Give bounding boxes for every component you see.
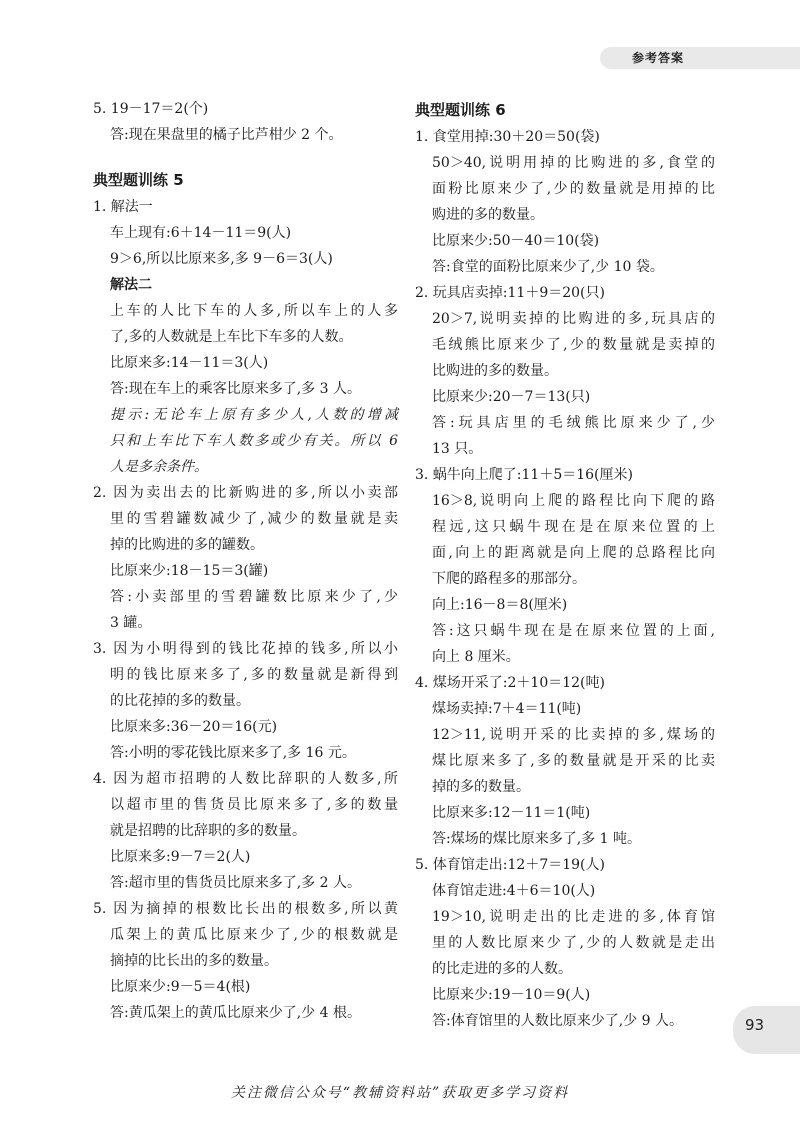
section-heading: 典型题训练 6 (415, 101, 506, 119)
page-number: 93 (745, 1016, 765, 1034)
answer-line: 3. 因为小明得到的钱比花掉的钱多,所以小 (93, 641, 398, 657)
answer-line: 2. 因为卖出去的比新购进的多,所以小卖部 (93, 485, 398, 501)
answer-line: 比购进的多的数量。 (432, 363, 558, 379)
answer-line: 1. 解法一 (93, 199, 153, 215)
answer-line: 答:体育馆里的人数比原来少了,少 9 人。 (432, 1013, 683, 1029)
answer-line: 答:小明的零花钱比原来多了,多 16 元。 (110, 745, 356, 761)
answer-line: 5. 19－17＝2(个) (93, 101, 209, 117)
answer-line: 掉的多的数量。 (432, 779, 530, 795)
answer-line: 4. 煤场开采了:2＋10＝12(吨) (415, 675, 605, 691)
answer-line: 比原来少:18－15＝3(罐) (110, 563, 269, 579)
hint-line: 只和上车比下车人数多或少有关。所以 6 (110, 433, 398, 449)
answer-line: 3 罐。 (110, 615, 152, 631)
answer-line: 体育馆走进:4＋6＝10(人) (432, 883, 596, 899)
answer-line: 答:玩具店里的毛绒熊比原来少了,少 (432, 415, 715, 431)
answer-line: 以超市里的售货员比原来多了,多的数量 (110, 797, 398, 813)
answer-line: 就是招聘的比辞职的多的数量。 (110, 823, 306, 839)
answer-line: 比原来少:20－7＝13(只) (432, 389, 591, 405)
answer-line: 了,多的人数就是上车比下车多的人数。 (110, 329, 353, 345)
answer-line: 比原来少:9－5＝4(根) (110, 979, 251, 995)
answer-line: 瓜架上的黄瓜比原来少了,少的根数就是 (110, 927, 398, 943)
answer-line: 19＞10,说明走出的比走进的多,体育馆 (432, 909, 715, 925)
answer-line: 煤比原来多了,多的数量就是开采的比卖 (432, 753, 715, 769)
answer-line: 12＞11,说明开采的比卖掉的多,煤场的 (432, 727, 715, 743)
right-column (415, 96, 715, 1034)
answer-line: 里的雪碧罐数减少了,减少的数量就是卖 (110, 511, 398, 527)
answer-line: 2. 玩具店卖掉:11＋9＝20(只) (415, 285, 605, 301)
answer-line: 面粉比原来少了,少的数量就是用掉的比 (432, 181, 715, 197)
answer-line: 向上:16－8＝8(厘米) (432, 597, 568, 613)
answer-line: 比原来多:36－20＝16(元) (110, 719, 278, 735)
answer-line: 5. 体育馆走出:12＋7＝19(人) (415, 857, 605, 873)
answer-line: 购进的多的数量。 (432, 207, 544, 223)
answer-line: 向上 8 厘米。 (432, 649, 520, 665)
answer-line: 50＞40,说明用掉的比购进的多,食堂的 (432, 155, 715, 171)
page-number-tab (733, 1006, 800, 1054)
answer-line: 4. 因为超市招聘的人数比辞职的人数多,所 (93, 771, 398, 787)
answer-line: 解法二 (110, 277, 152, 293)
footer-note: 关注微信公众号“教辅资料站”获取更多学习资料 (230, 1085, 570, 1101)
answer-line: 比原来多:12－11＝1(吨) (432, 805, 591, 821)
answer-line: 16＞8,说明向上爬的路程比向下爬的路 (432, 493, 715, 509)
answer-line: 比原来少:19－10＝9(人) (432, 987, 591, 1003)
answer-line: 里的人数比原来少了,少的人数就是走出 (432, 935, 715, 951)
answer-line: 下爬的路程多的那部分。 (432, 571, 586, 587)
answer-line: 比原来少:50－40＝10(袋) (432, 233, 600, 249)
answer-line: 车上现有:6＋14－11＝9(人) (110, 225, 292, 241)
answer-line: 答:现在车上的乘客比原来多了,多 3 人。 (110, 381, 361, 397)
answer-line: 5. 因为摘掉的根数比长出的根数多,所以黄 (93, 901, 398, 917)
answer-line: 的比花掉的多的数量。 (110, 693, 250, 709)
answer-line: 摘掉的比长出的多的数量。 (110, 953, 278, 969)
answer-line: 程远,这只蜗牛现在是在原来位置的上 (432, 519, 715, 535)
answer-line: 上车的人比下车的人多,所以车上的人多 (110, 303, 398, 319)
hint-line: 人是多余条件。 (110, 459, 208, 475)
answer-line: 3. 蜗牛向上爬了:11＋5＝16(厘米) (415, 467, 633, 483)
answer-line: 的比走进的多的人数。 (432, 961, 572, 977)
hint-line: 提示:无论车上原有多少人,人数的增减 (110, 407, 398, 423)
section-heading: 典型题训练 5 (93, 171, 184, 189)
answer-line: 13 只。 (432, 441, 483, 457)
answer-line: 答:黄瓜架上的黄瓜比原来少了,少 4 根。 (110, 1005, 361, 1021)
answer-line: 毛绒熊比原来少了,少的数量就是卖掉的 (432, 337, 715, 353)
answer-line: 煤场卖掉:7＋4＝11(吨) (432, 701, 582, 717)
header-label: 参考答案 (632, 51, 685, 65)
header-bar (600, 47, 800, 69)
answer-line: 答:现在果盘里的橘子比芦柑少 2 个。 (110, 127, 343, 143)
answer-line: 掉的比购进的多的罐数。 (110, 537, 264, 553)
answer-line: 答:超市里的售货员比原来多了,多 2 人。 (110, 875, 361, 891)
answer-line: 明的钱比原来多了,多的数量就是新得到 (110, 667, 398, 683)
answer-line: 20＞7,说明卖掉的比购进的多,玩具店的 (432, 311, 715, 327)
answer-line: 面,向上的距离就是向上爬的总路程比向 (432, 545, 715, 561)
answer-line: 答:这只蜗牛现在是在原来位置的上面, (432, 623, 715, 639)
answer-line: 答:煤场的煤比原来多了,多 1 吨。 (432, 831, 641, 847)
answer-line: 比原来多:9－7＝2(人) (110, 849, 251, 865)
answer-line: 9＞6,所以比原来多,多 9－6＝3(人) (110, 251, 333, 267)
answer-line: 1. 食堂用掉:30＋20＝50(袋) (415, 129, 600, 145)
left-column (93, 96, 398, 1026)
answer-line: 比原来多:14－11＝3(人) (110, 355, 269, 371)
answer-line: 答:小卖部里的雪碧罐数比原来少了,少 (110, 589, 398, 605)
answer-line: 答:食堂的面粉比原来少了,少 10 袋。 (432, 259, 664, 275)
